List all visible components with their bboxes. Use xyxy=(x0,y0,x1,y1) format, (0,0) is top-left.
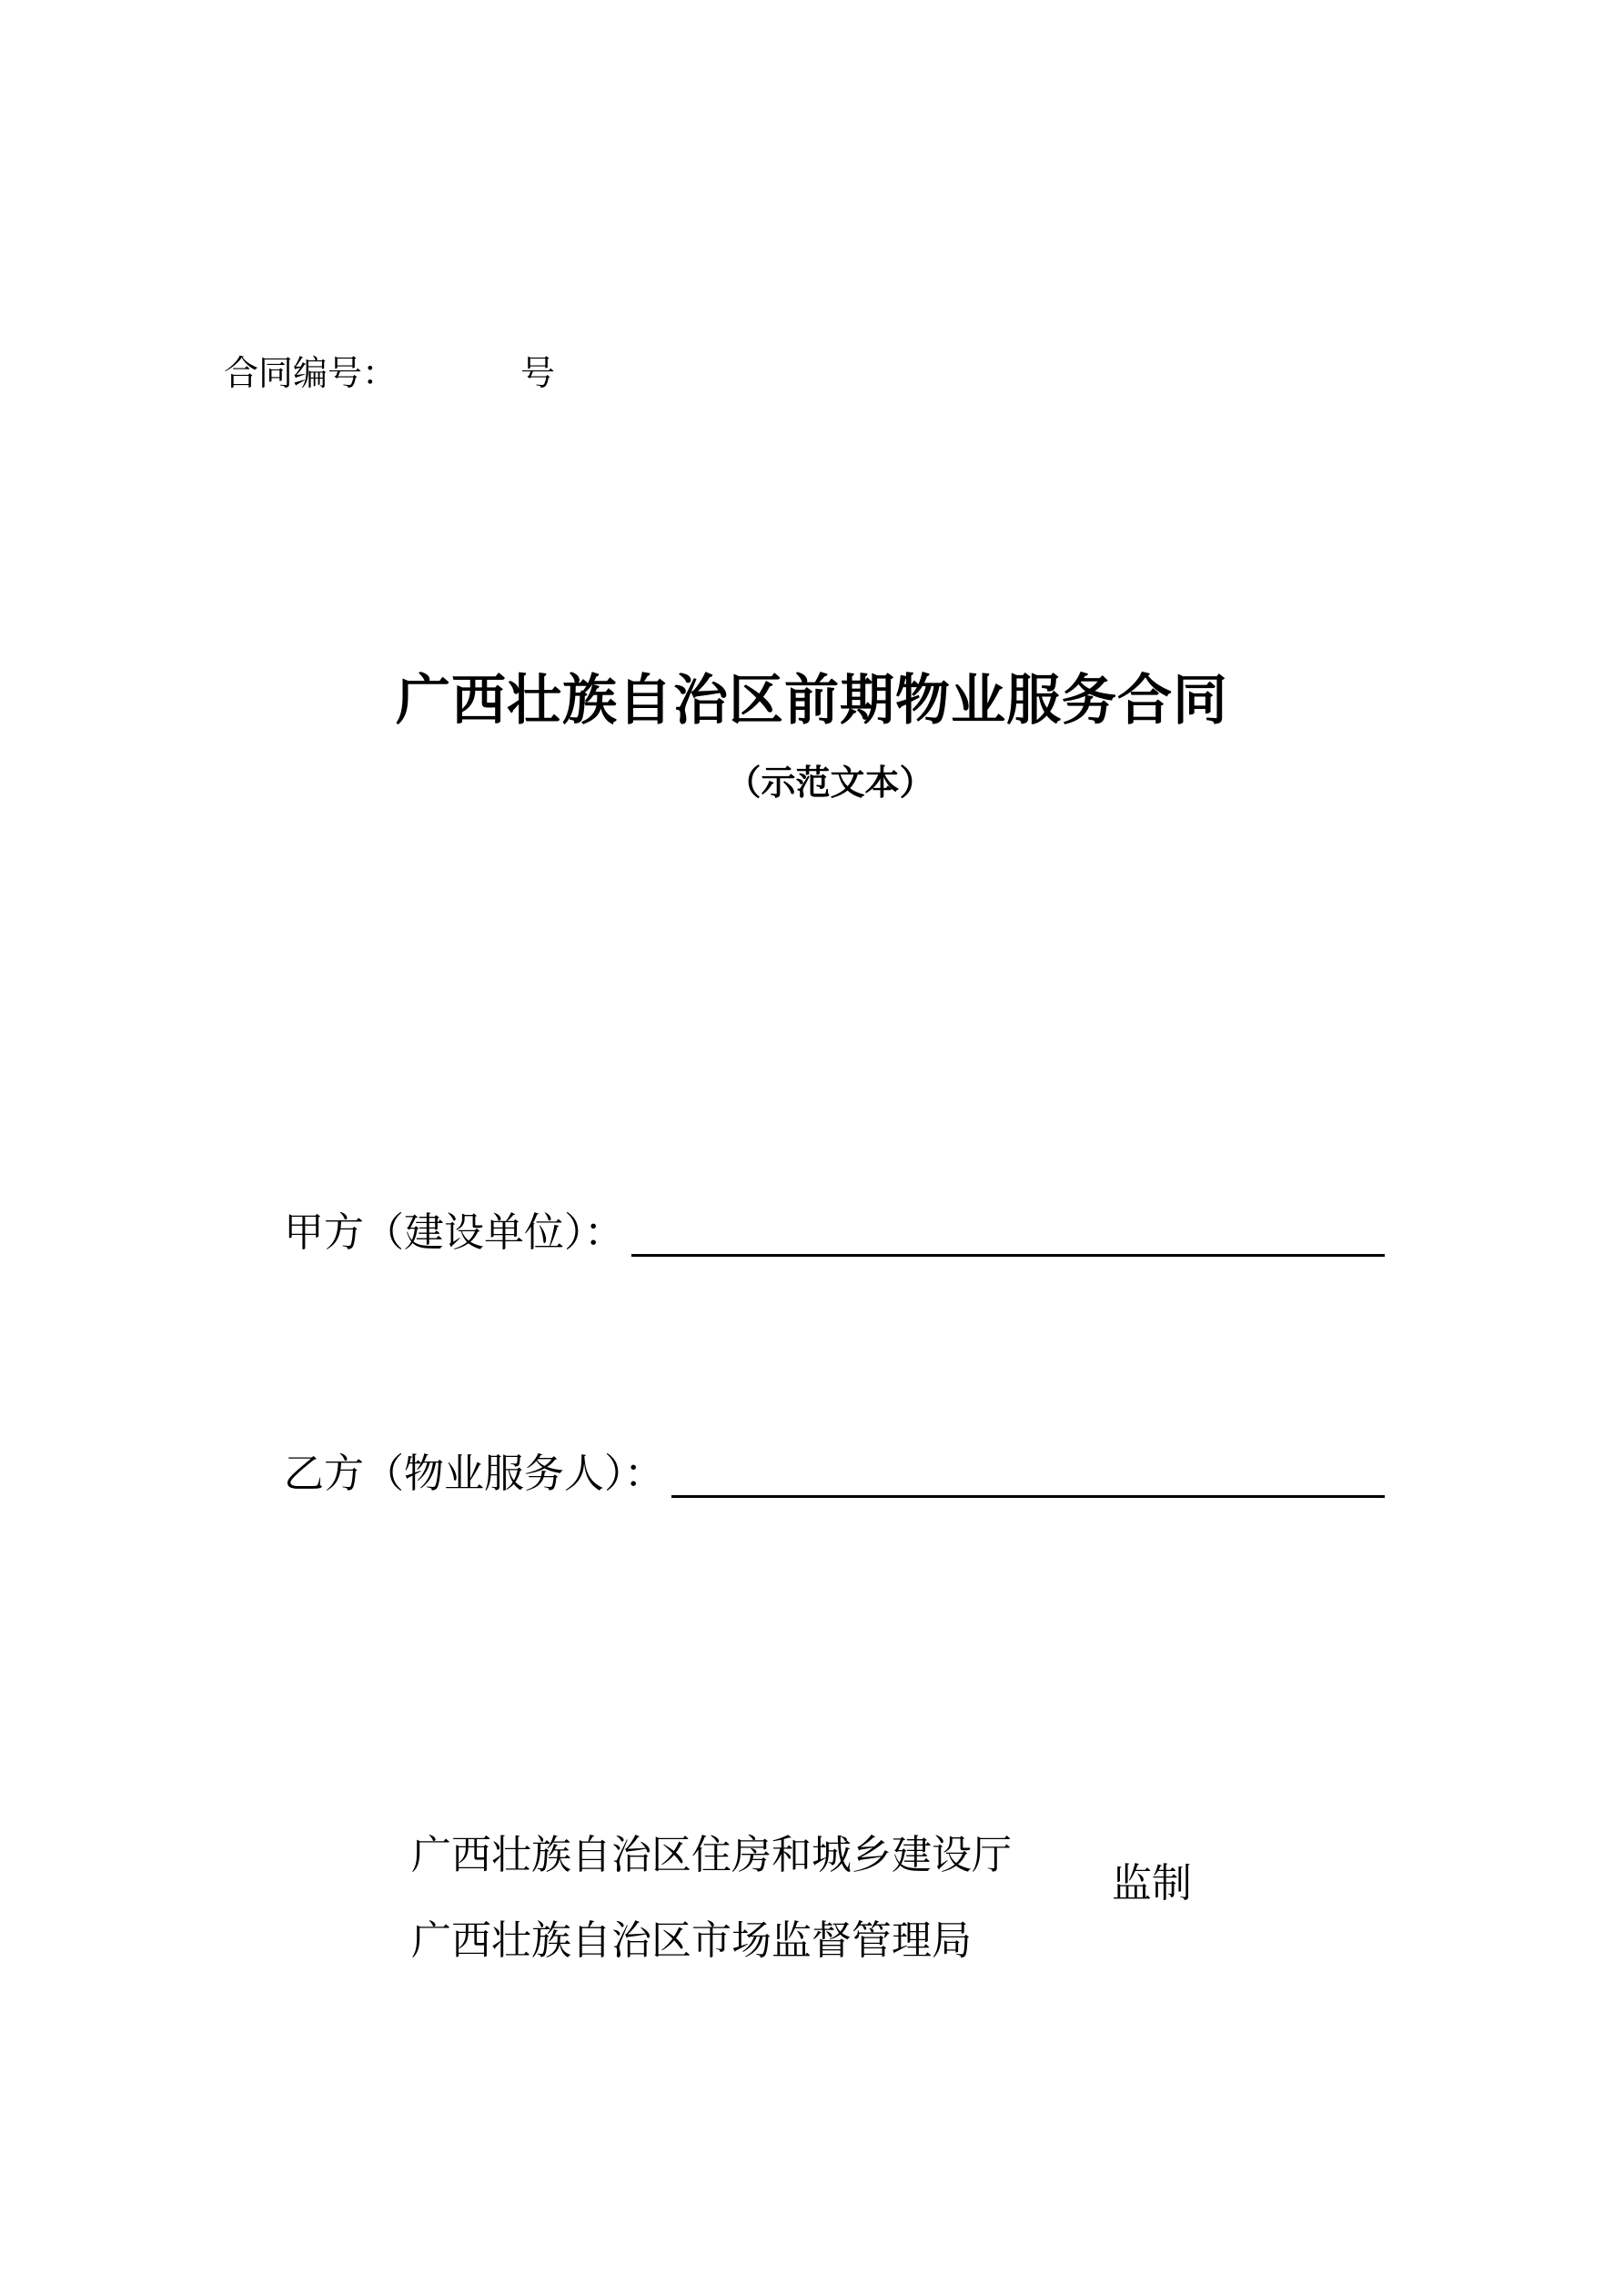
party-a-label: 甲方（建设单位）： xyxy=(284,1209,624,1256)
party-a-blank-line xyxy=(631,1212,1385,1257)
contract-number-label: 合同编号： xyxy=(224,353,398,393)
party-b-label: 乙方（物业服务人）： xyxy=(284,1451,664,1497)
issuer-housing-department: 广西壮族自治区住房和城乡建设厅 xyxy=(411,1832,1012,1878)
contract-number-line xyxy=(224,346,555,400)
issuer-block xyxy=(411,1813,1012,1984)
document-subtitle: （示范文本） xyxy=(726,762,934,803)
party-a-line xyxy=(284,1206,1385,1260)
supervise-label: 监制 xyxy=(1112,1860,1192,1907)
contract-number-suffix: 号 xyxy=(520,353,556,393)
document-title: 广西壮族自治区前期物业服务合同 xyxy=(396,669,1228,733)
party-b-line xyxy=(284,1447,1385,1502)
issuer-market-regulation-bureau: 广西壮族自治区市场监督管理局 xyxy=(411,1917,972,1964)
party-b-blank-line xyxy=(671,1453,1385,1498)
